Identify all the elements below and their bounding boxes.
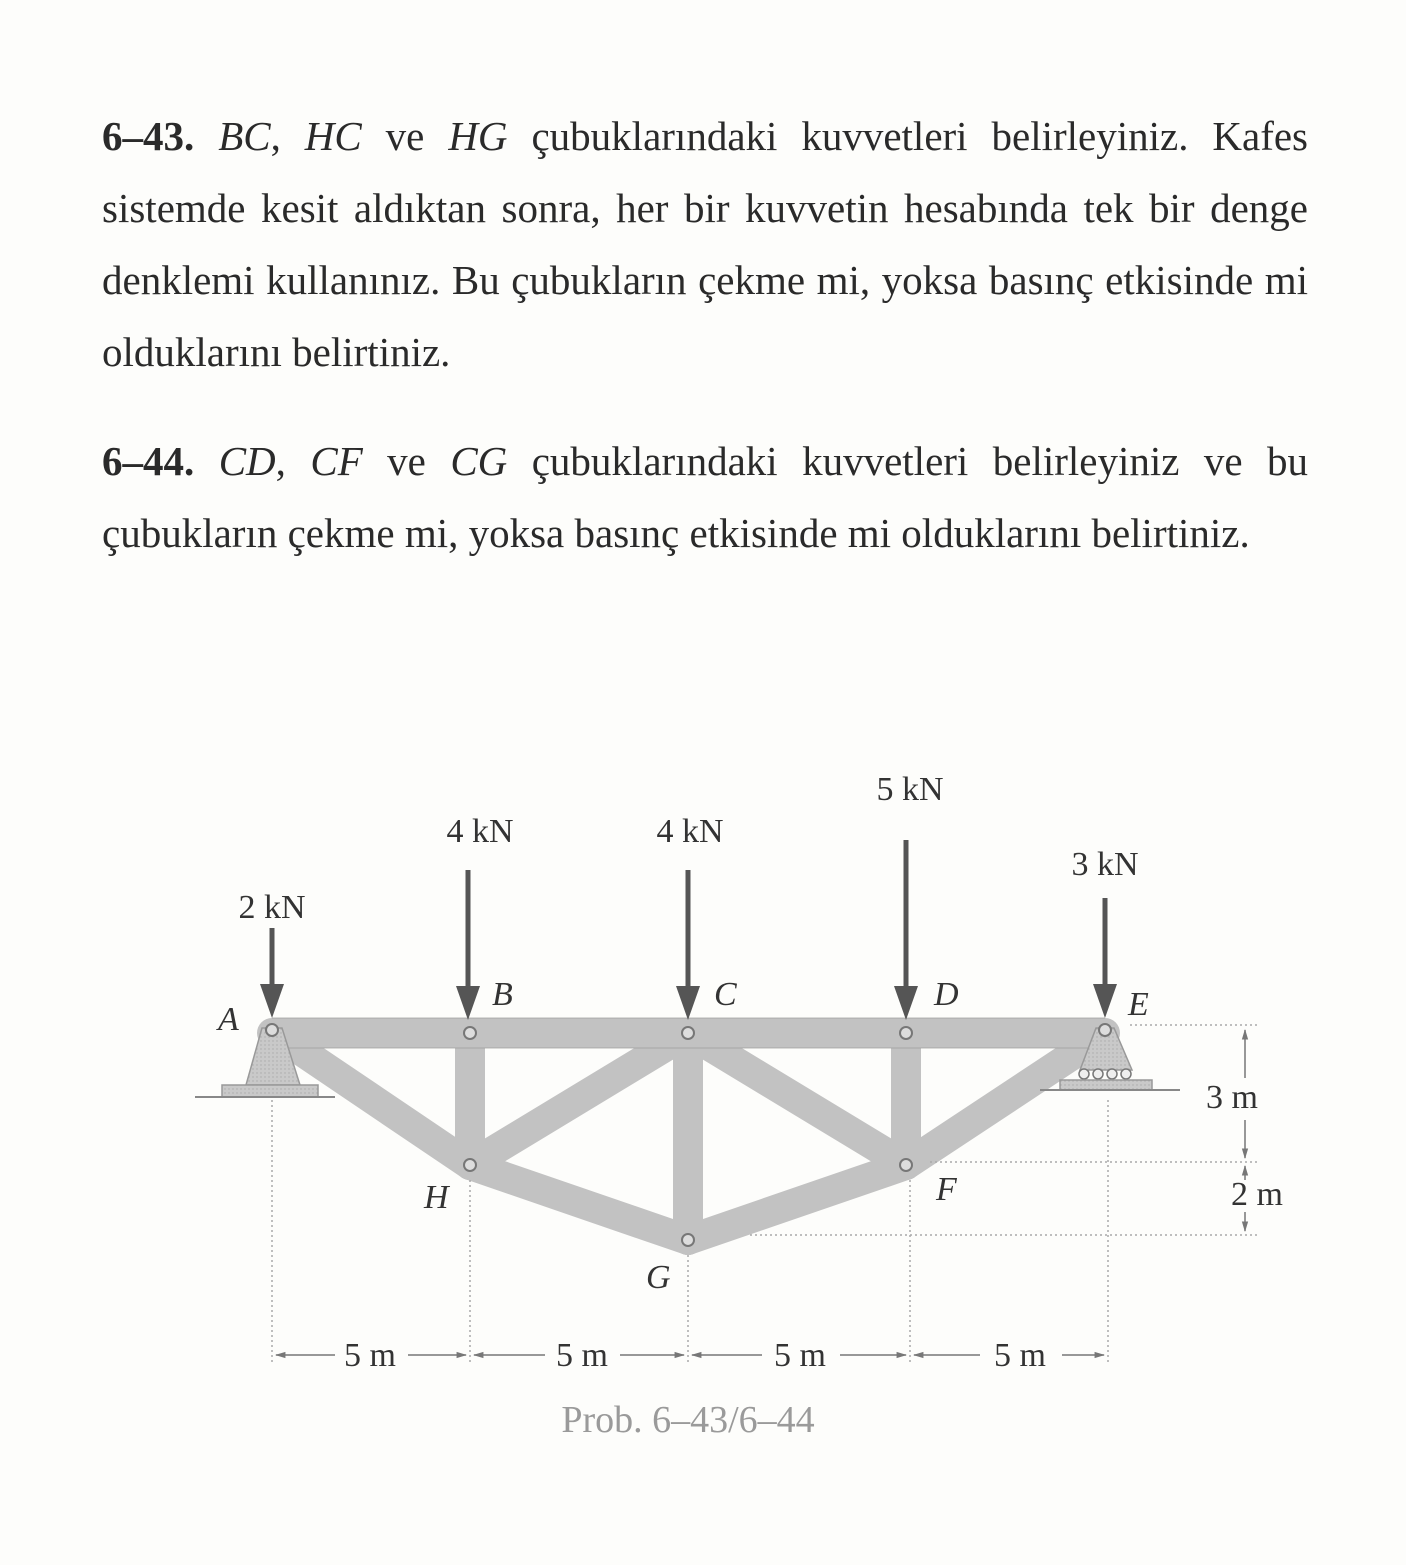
member-AH: [285, 1040, 470, 1165]
dim-label-2m: 2 m: [1231, 1176, 1283, 1213]
figure-caption: Prob. 6–43/6–44: [561, 1399, 815, 1441]
member-label: BC: [218, 113, 271, 159]
dim-label-DE: 5 m: [994, 1337, 1046, 1374]
load-arrow-E: [1093, 898, 1117, 1018]
problem-text: çubuklarındaki kuvvetleri belirleyiniz ve bu çubukların çekme mi, yoksa basınç etkisinde mi olduklarını belirtiniz.: [102, 438, 1309, 556]
load-label-A: 2 kN: [238, 889, 306, 926]
member-label: CF: [310, 438, 363, 484]
dim-label-BC: 5 m: [556, 1337, 608, 1374]
member-CF: [688, 1033, 906, 1165]
dim-label-3m: 3 m: [1206, 1079, 1258, 1116]
joint-label-H: H: [424, 1179, 449, 1216]
member-label: HC: [304, 113, 362, 159]
member-HC: [470, 1033, 688, 1165]
load-arrow-A: [260, 928, 284, 1018]
member-label: CD: [218, 438, 276, 484]
joint-label-E: E: [1128, 986, 1149, 1023]
joint-label-D: D: [934, 976, 959, 1013]
dim-label-CD: 5 m: [774, 1337, 826, 1374]
load-label-E: 3 kN: [1071, 846, 1139, 883]
load-arrow-B: [456, 870, 480, 1020]
joint-label-A: A: [218, 1001, 239, 1038]
separator: ve: [362, 438, 451, 484]
dim-label-AB: 5 m: [344, 1337, 396, 1374]
load-label-C: 4 kN: [656, 813, 724, 850]
separator: ,: [275, 438, 311, 484]
member-GF: [688, 1165, 906, 1240]
load-label-D: 5 kN: [876, 771, 944, 808]
member-label: CG: [450, 438, 508, 484]
problem-number: 6–44.: [102, 438, 195, 484]
joint-label-B: B: [492, 976, 513, 1013]
problem-number: 6–43.: [102, 113, 195, 159]
member-label: HG: [448, 113, 508, 159]
joint-label-G: G: [646, 1259, 671, 1296]
member-HG: [470, 1165, 688, 1240]
separator: ve: [361, 113, 449, 159]
truss-members: [272, 1033, 1105, 1240]
load-arrow-C: [676, 870, 700, 1020]
separator: ,: [270, 113, 305, 159]
load-label-B: 4 kN: [446, 813, 514, 850]
joint-label-F: F: [936, 1171, 957, 1208]
joint-label-C: C: [714, 976, 737, 1013]
load-arrows: [260, 840, 1117, 1020]
load-arrow-D: [894, 840, 918, 1020]
problem-text: çubuklarındaki kuvvetleri belirleyiniz. Kafes sistemde kesit aldıktan sonra, her bir kuvvetin hesabında tek bir denge denklemi kullanınız. Bu çubukların çekme mi, yoksa basınç etkisinde mi olduklarını belirtiniz.: [102, 113, 1308, 375]
member-FE: [906, 1040, 1095, 1165]
